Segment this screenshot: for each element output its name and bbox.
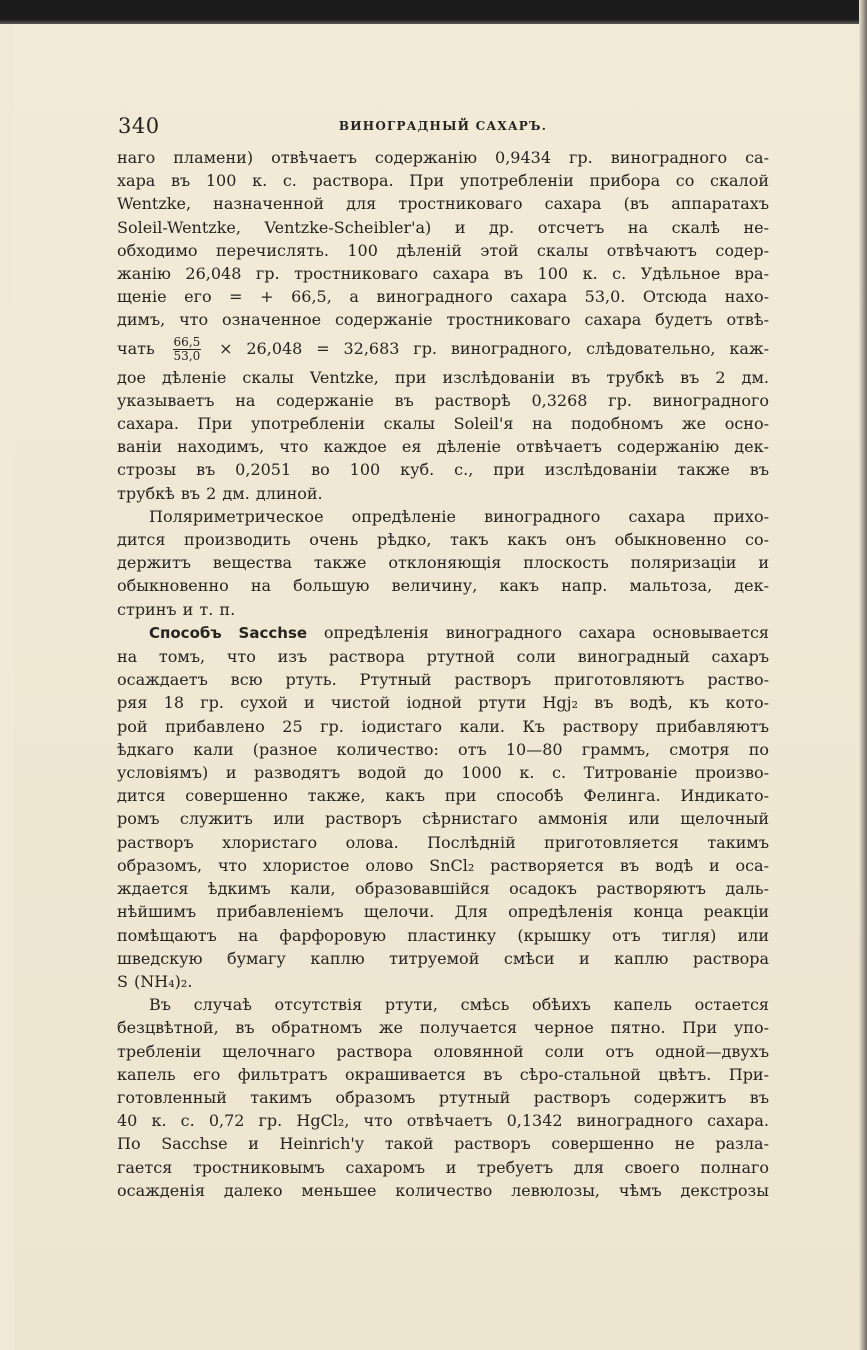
text-line: дое дѣленіе скалы Ventzke, при изслѣдованіи въ трубкѣ въ 2 дм. [117, 367, 769, 387]
text-line: помѣщаютъ на фарфоровую пластинку (крышку отъ тигля) или [117, 925, 769, 945]
text-line: хара въ 100 к. с. раствора. При употребленіи прибора со скалой [117, 171, 769, 191]
text-line: ваніи находимъ, что каждое ея дѣленіе отвѣчаетъ содержанію дек- [117, 437, 769, 457]
page-header [118, 114, 768, 140]
page-number: 340 [118, 114, 160, 138]
paragraph-2 [117, 505, 769, 621]
text-line: условіямъ) и разводятъ водой до 1000 к. с. Титрованіе произво- [117, 763, 769, 783]
text-line: По Sacchse и Heinrich'у такой растворъ совершенно не разла- [117, 1134, 769, 1154]
formula-line [117, 332, 769, 366]
text-line: обыкновенно на большую величину, какъ напр. мальтоза, дек- [117, 576, 769, 596]
text-line: Поляриметрическое опредѣленіе виноградного сахара прихо- [149, 506, 769, 526]
text-line: указываетъ на содержаніе въ растворѣ 0,3268 гр. виноградного [117, 390, 769, 410]
text-line: наго пламени) отвѣчаетъ содержанію 0,9434 гр. виноградного са- [117, 148, 769, 167]
text-line [117, 621, 769, 645]
text-line: стринъ и т. п. [117, 599, 236, 619]
text-line: димъ, что означенное содержаніе тростниковаго сахара будетъ отвѣ- [117, 310, 769, 330]
fraction-denominator: 53,0 [173, 348, 201, 363]
text-line: строзы въ 0,2051 во 100 куб. с., при изслѣдованіи также въ [117, 460, 769, 480]
text-line: осажденія далеко меньшее количество левюлозы, чѣмъ декстрозы [117, 1180, 769, 1200]
text-line: Soleil-Wentzke, Ventzke-Scheibler'a) и др. отсчетъ на скалѣ не- [117, 217, 769, 237]
scan-top-border [0, 0, 867, 24]
text-line: рой прибавлено 25 гр. іодистаго кали. Къ раствору прибавляютъ [117, 716, 769, 736]
text-fragment: опредѣленія виноградного сахара основывается [323, 622, 769, 642]
text-line: безцвѣтной, въ обратномъ же получается черное пятно. При упо- [117, 1018, 769, 1038]
text-line: Wentzke, назначенной для тростниковаго сахара (въ аппаратахъ [117, 194, 769, 214]
text-line: растворъ хлористаго олова. Послѣдній приготовляется такимъ [117, 832, 769, 852]
text-line: сахара. При употребленіи скалы Soleil'я на подобномъ же осно- [117, 414, 769, 434]
text-line: требленіи щелочнаго раствора оловянной соли отъ одной—двухъ [117, 1041, 769, 1061]
text-line: капель его фильтратъ окрашивается въ сѣро-стальной цвѣтъ. При- [117, 1064, 769, 1084]
text-line: образомъ, что хлористое олово SnCl₂ растворяется въ водѣ и оса- [117, 855, 769, 875]
fraction [173, 336, 202, 363]
paragraph-4 [117, 993, 769, 1202]
formula-prefix: чать [117, 338, 155, 358]
scan-right-border [859, 0, 867, 1350]
text-line: жанію 26,048 гр. тростниковаго сахара въ 100 к. с. Удѣльное вра- [117, 264, 769, 284]
fraction-numerator: 66,5 [173, 334, 201, 349]
text-line: щеніе его = + 66,5, а виноградного сахара 53,0. Отсюда нахо- [117, 287, 769, 307]
paragraph-3 [117, 621, 769, 993]
text-line: шведскую бумагу каплю титруемой смѣси и каплю раствора [117, 948, 769, 968]
text-line: ряя 18 гр. сухой и чистой іодной ртути Hgj₂ въ водѣ, къ кото- [117, 693, 769, 713]
text-line: осаждаетъ всю ртуть. Ртутный растворъ приготовляютъ раство- [117, 670, 769, 690]
formula-suffix: × 26,048 = 32,683 гр. виноградного, слѣдовательно, каж- [219, 338, 769, 358]
text-line: нѣйшимъ прибавленіемъ щелочи. Для опредѣленія конца реакціи [117, 902, 769, 922]
text-line: трубкѣ въ 2 дм. длиной. [117, 483, 323, 503]
text-line: ждается ѣдкимъ кали, образовавшійся осадокъ растворяютъ даль- [117, 879, 769, 899]
running-title: ВИНОГРАДНЫЙ САХАРЪ. [338, 119, 548, 133]
paragraph-1 [117, 146, 769, 505]
body-text [117, 146, 769, 1202]
text-line: 40 к. с. 0,72 гр. HgCl₂, что отвѣчаетъ 0,1342 виноградного сахара. [117, 1111, 769, 1131]
text-line: дится совершенно также, какъ при способѣ Фелинга. Индикато- [117, 786, 769, 806]
text-line: обходимо перечислять. 100 дѣленій этой скалы отвѣчаютъ содер- [117, 240, 769, 260]
text-line: дится производить очень рѣдко, такъ какъ онъ обыкновенно со- [117, 530, 769, 550]
text-line: гается тростниковымъ сахаромъ и требуетъ для своего полнаго [117, 1157, 769, 1177]
text-line: на томъ, что изъ раствора ртутной соли виноградный сахаръ [117, 647, 769, 667]
text-line: ромъ служитъ или растворъ сѣрнистаго аммонія или щелочный [117, 809, 769, 829]
text-line: держитъ вещества также отклоняющія плоскость поляризаціи и [117, 553, 769, 573]
method-lead: Способъ Sacchse [149, 623, 308, 642]
text-line: готовленный такимъ образомъ ртутный растворъ содержитъ въ [117, 1087, 769, 1107]
text-line: Въ случаѣ отсутствія ртути, смѣсь обѣихъ капель остается [149, 995, 769, 1015]
text-line: ѣдкаго кали (разное количество: отъ 10—80 граммъ, смотря по [117, 739, 769, 759]
text-line: S (NH₄)₂. [117, 971, 193, 991]
